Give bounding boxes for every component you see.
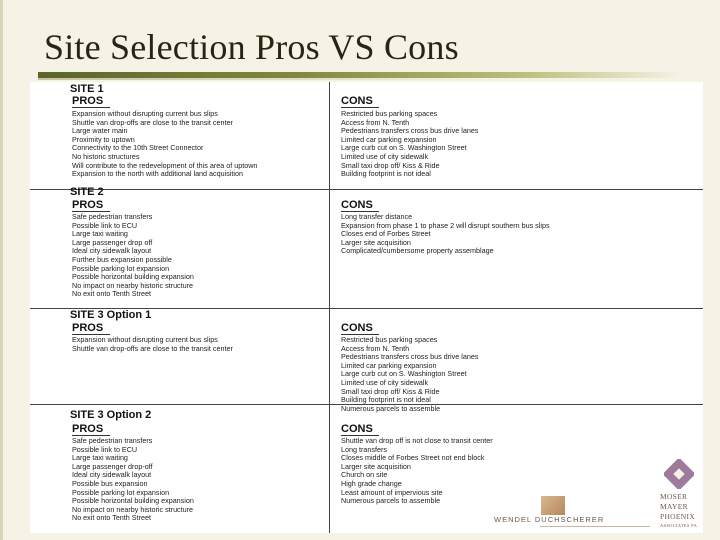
list-item: Possible horizontal building expansion [72,497,194,506]
moser-logo-line: MOSER [660,492,688,501]
list-item: Long transfers [341,445,387,454]
cons-heading-underline [341,435,379,436]
list-item: Pedestrians transfers cross bus drive lanes [341,353,479,362]
cons-heading-text: CONS [341,95,373,107]
moser-logo-line: PHOENIX [660,512,696,521]
list-item: Access from N. Tenth [341,118,410,127]
list-item: Expansion from phase 1 to phase 2 will disrupt southern bus slips [341,221,550,230]
list-item: Ideal city sidewalk layout [72,247,152,256]
row-divider-site-2 [30,189,703,190]
list-item: Limited car parking expansion [341,135,437,144]
list-item: Further bus expansion possible [72,255,172,264]
list-item: Large passenger drop off [72,238,153,247]
pros-list [72,213,194,299]
list-item: Numerous parcels to assemble [341,497,441,506]
list-item: Proximity to uptown [72,135,135,144]
list-item: Shuttle van drop off is not close to transit center [341,437,493,445]
list-item: Shuttle van drop-offs are close to the transit center [72,118,233,127]
pros-heading-underline [72,334,110,335]
list-item: Safe pedestrian transfers [72,437,153,445]
cons-heading-underline [341,211,379,212]
list-item: Large taxi waiting [72,454,128,463]
slide-left-edge [0,0,3,540]
pros-heading [72,200,103,211]
list-item: Connectivity to the 10th Street Connector [72,144,204,153]
list-item: Possible parking lot expansion [72,264,170,273]
site-heading: SITE 3 Option 1 [70,309,152,321]
cons-list [341,336,478,413]
list-item: Numerous parcels to assemble [341,404,441,413]
list-item: Larger site acquisition [341,462,411,471]
wendel-logo-rule [540,526,650,527]
list-item: Small taxi drop off/ Kiss & Ride [341,161,440,170]
list-item: No exit onto Tenth Street [72,514,151,523]
list-item: Limited use of city sidewalk [341,378,429,387]
cons-heading-text: CONS [341,199,373,211]
cons-heading-underline [341,334,379,335]
list-item: Shuttle van drop-offs are close to the transit center [72,344,233,353]
list-item: Expansion to the north with additional land acquisition [72,170,244,179]
list-item: No impact on nearby historic structure [72,505,194,514]
pros-heading-text: PROS [72,322,104,334]
slide-title: Site Selection Pros VS Cons [44,27,459,67]
list-item: Possible link to ECU [72,445,138,454]
list-item: Will contribute to the redevelopment of this area of uptown [72,161,258,170]
cons-heading [341,200,373,211]
site-heading: SITE 2 [70,186,104,198]
pros-heading-underline [72,211,110,212]
cons-heading-text: CONS [341,423,373,435]
pros-list [72,336,233,353]
pros-cons-table [30,82,703,533]
pros-heading [72,96,103,107]
title-divider-shadow [38,78,498,80]
list-item: No historic structures [72,152,140,161]
moser-logo-line: ASSOCIATES PA [660,523,698,528]
list-item: Closes middle of Forbes Street not end block [341,454,485,463]
list-item: Restricted bus parking spaces [341,110,438,118]
list-item: Limited use of city sidewalk [341,152,429,161]
list-item: Possible link to ECU [72,221,138,230]
pros-heading [72,323,103,334]
list-item: Limited car parking expansion [341,361,437,370]
list-item: Expansion without disrupting current bus slips [72,110,218,118]
list-item: Small taxi drop off/ Kiss & Ride [341,387,440,396]
list-item: High grade change [341,479,402,488]
pros-list [72,110,257,179]
list-item: Possible bus expansion [72,479,148,488]
pros-list [72,437,194,523]
pros-heading-underline [72,107,110,108]
list-item: No impact on nearby historic structure [72,281,194,290]
list-item: Church on site [341,471,388,480]
pros-heading-text: PROS [72,199,104,211]
list-item: Access from N. Tenth [341,344,410,353]
cons-list [341,437,493,506]
list-item: Safe pedestrian transfers [72,213,153,221]
list-item: Restricted bus parking spaces [341,336,438,344]
pros-heading-text: PROS [72,423,104,435]
list-item: Long transfer distance [341,213,413,221]
list-item: Pedestrians transfers cross bus drive lanes [341,127,479,136]
wendel-logo-mark [541,496,565,515]
list-item: Large taxi waiting [72,230,128,239]
list-item: Building footprint is not ideal [341,170,431,179]
list-item: Large curb cut on S. Washington Street [341,370,467,379]
wendel-logo-text: WENDEL DUCHSCHERER [494,515,605,524]
cons-heading-text: CONS [341,322,373,334]
list-item: Possible parking lot expansion [72,488,170,497]
list-item: Closes end of Forbes Street [341,230,431,239]
pros-heading-text: PROS [72,95,104,107]
cons-heading-underline [341,107,379,108]
cons-list [341,213,550,256]
pros-heading [72,424,103,435]
list-item: No exit onto Tenth Street [72,290,151,299]
list-item: Possible horizontal building expansion [72,273,194,282]
list-item: Large curb cut on S. Washington Street [341,144,467,153]
list-item: Larger site acquisition [341,238,411,247]
list-item: Large water main [72,127,128,136]
list-item: Building footprint is not ideal [341,396,431,405]
cons-heading [341,424,373,435]
pros-heading-underline [72,435,110,436]
list-item: Least amount of impervious site [341,488,443,497]
moser-emblem-icon [664,459,694,489]
list-item: Large passenger drop-off [72,462,153,471]
moser-logo-line: MAYER [660,502,688,511]
site-heading: SITE 1 [70,83,104,95]
list-item: Expansion without disrupting current bus slips [72,336,218,344]
cons-list [341,110,478,179]
list-item: Complicated/cumbersome property assemblage [341,247,494,256]
cons-heading [341,323,373,334]
list-item: Ideal city sidewalk layout [72,471,152,480]
site-heading: SITE 3 Option 2 [70,409,152,421]
cons-heading [341,96,373,107]
